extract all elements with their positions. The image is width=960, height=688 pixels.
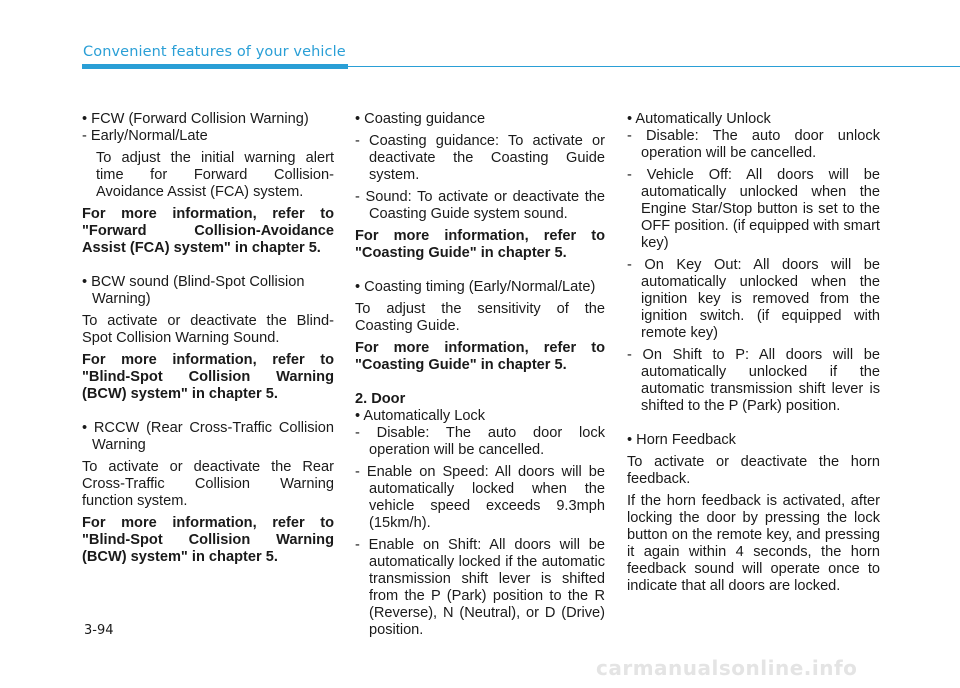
- watermark: carmanualsonline.info: [596, 656, 858, 680]
- bullet-coasting-guidance: • Coasting guidance: [355, 111, 486, 127]
- fcw-reference: For more information, refer to "Forward Collision-Avoidance Assist (FCA) system" in chapter 5.: [82, 206, 334, 256]
- lock-option-enable-on-shift: - Enable on Shift: All doors will be automatically locked if the automatic transmission shift lever is shifted from the P (Park) position to the R (Reverse), N (Neutral), or D (Drive) position.: [355, 537, 605, 638]
- column-2: [355, 111, 605, 639]
- bullet-bcw-sound: • BCW sound (Blind-Spot Collision Warning): [82, 274, 305, 307]
- section-title: Convenient features of your vehicle: [83, 44, 346, 60]
- bullet-automatically-unlock: • Automatically Unlock: [627, 111, 771, 127]
- bullet-coasting-timing: • Coasting timing (Early/Normal/Late): [355, 279, 596, 295]
- bullet-rccw: • RCCW (Rear Cross-Traffic Collision Warning: [82, 420, 334, 453]
- door-heading: 2. Door: [355, 391, 406, 407]
- bcw-reference: For more information, refer to "Blind-Spot Collision Warning (BCW) system" in chapter 5.: [82, 352, 334, 402]
- fcw-description: To adjust the initial warning alert time for Forward Collision-Avoidance Assist (FCA) system.: [96, 150, 334, 200]
- bcw-description: To activate or deactivate the Blind-Spot Collision Warning Sound.: [82, 313, 334, 346]
- header-rule: [348, 66, 960, 67]
- bullet-horn-feedback: • Horn Feedback: [627, 432, 736, 448]
- coasting-timing-description: To adjust the sensitivity of the Coasting Guide.: [355, 301, 605, 334]
- unlock-option-disable: - Disable: The auto door unlock operation will be cancelled.: [627, 128, 880, 161]
- lock-option-enable-on-speed: - Enable on Speed: All doors will be automatically locked when the vehicle speed exceeds 9.3mph (15km/h).: [355, 464, 605, 531]
- option-coasting-guidance: - Coasting guidance: To activate or deactivate the Coasting Guide system.: [355, 133, 605, 183]
- coasting-reference-1: For more information, refer to "Coasting Guide" in chapter 5.: [355, 228, 605, 261]
- column-3: [627, 111, 880, 595]
- coasting-reference-2: For more information, refer to "Coasting Guide" in chapter 5.: [355, 340, 605, 373]
- horn-feedback-detail: If the horn feedback is activated, after locking the door by pressing the lock button on the remote key, and pressing it again within 4 seconds, the horn feedback sound will operate once to indicate that all doors are locked.: [627, 493, 880, 594]
- rccw-description: To activate or deactivate the Rear Cross-Traffic Collision Warning function system.: [82, 459, 334, 509]
- rccw-reference: For more information, refer to "Blind-Spot Collision Warning (BCW) system" in chapter 5.: [82, 515, 334, 565]
- page-number: 3-94: [84, 623, 114, 638]
- bullet-fcw: • FCW (Forward Collision Warning): [82, 111, 309, 127]
- column-1: [82, 111, 334, 566]
- option-sound: - Sound: To activate or deactivate the Coasting Guide system sound.: [355, 189, 605, 222]
- header-accent-bar: [82, 64, 348, 69]
- unlock-option-on-shift-to-p: - On Shift to P: All doors will be automatically unlocked if the automatic transmission shift lever is shifted to the P (Park) position.: [627, 347, 880, 414]
- bullet-automatically-lock: • Automatically Lock: [355, 408, 486, 424]
- unlock-option-on-key-out: - On Key Out: All doors will be automatically unlocked when the ignition key is removed from the ignition switch. (if equipped with remote key): [627, 257, 880, 341]
- lock-option-disable: - Disable: The auto door lock operation will be cancelled.: [355, 425, 605, 458]
- unlock-option-vehicle-off: - Vehicle Off: All doors will be automatically unlocked when the Engine Star/Stop button is set to the OFF position. (if equipped with smart key): [627, 167, 880, 251]
- option-early-normal-late: - Early/Normal/Late: [82, 128, 208, 144]
- horn-feedback-description: To activate or deactivate the horn feedback.: [627, 454, 880, 487]
